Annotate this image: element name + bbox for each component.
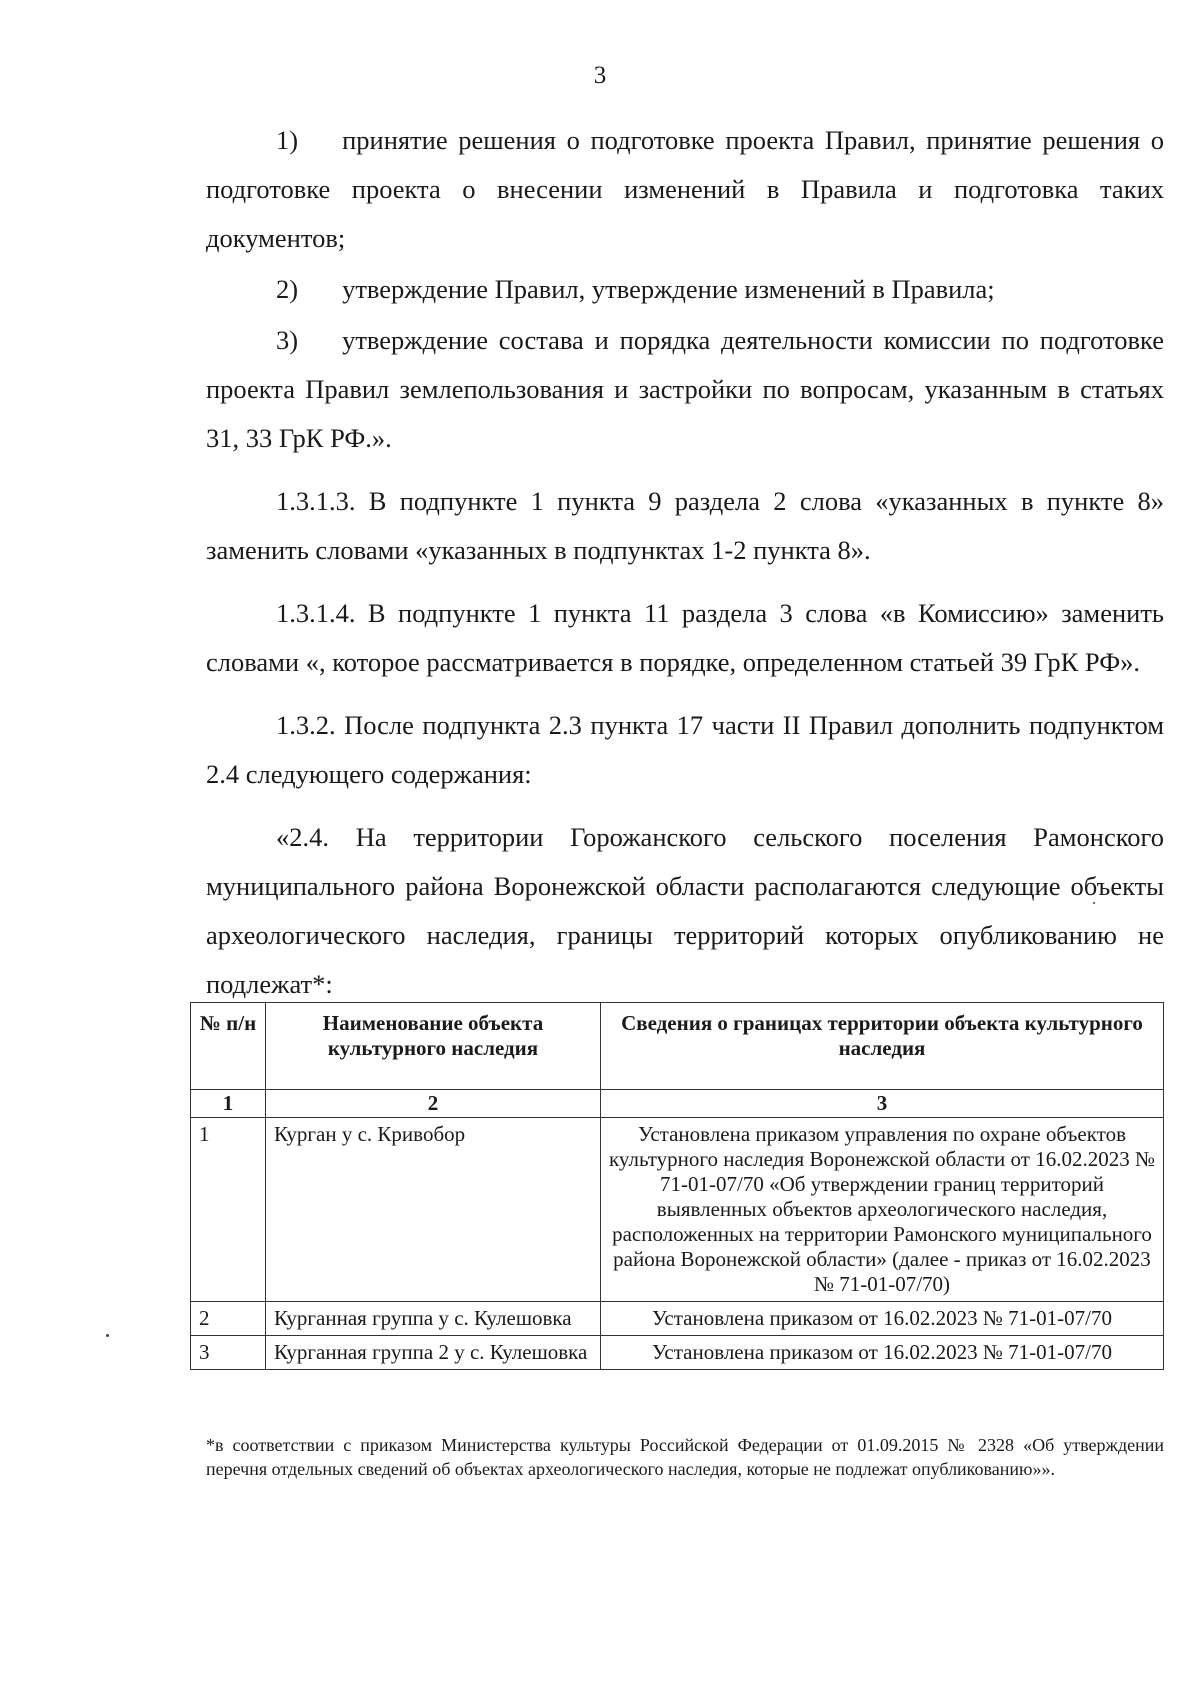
list-item-3	[206, 316, 1164, 463]
header-boundary-info: Сведения о границах территории объекта культурного наследия	[601, 1003, 1164, 1090]
paragraph-1313: 1.3.1.3. В подпункте 1 пункта 9 раздела 2 слова «указанных в пункте 8» заменить словами «указанных в подпунктах 1-2 пункта 8».	[206, 486, 1164, 565]
scan-speck	[1093, 902, 1095, 904]
table-cell: Установлена приказом управления по охране объектов культурного наследия Воронежской области от 16.02.2023 № 71-01-07/70 «Об утверждении границ территорий выявленных объектов археологического наследия, расположенных на территории Рамонского муниципального района Воронежской области» (далее - приказ от 16.02.2023 № 71-01-07/70)	[601, 1118, 1164, 1302]
table-cell: Курган у с. Кривобор	[266, 1118, 601, 1302]
scan-speck	[106, 1334, 109, 1337]
table-row	[191, 1118, 1164, 1302]
table-cell: Курганная группа 2 у с. Кулешовка	[266, 1336, 601, 1370]
table-cell: 2	[191, 1302, 266, 1336]
list-item-text: утверждение Правил, утверждение изменений в Правила;	[342, 274, 995, 304]
list-item-number: 2)	[276, 274, 299, 304]
list-item-number: 1)	[276, 125, 299, 155]
page-number: 3	[593, 62, 607, 89]
body-text	[206, 116, 1164, 1011]
table-cell: 3	[191, 1336, 266, 1370]
table-header-row	[191, 1003, 1164, 1090]
list-item-text: утверждение состава и порядка деятельности комиссии по подготовке проекта Правил землепользования и застройки по вопросам, указанным в статьях 31, 33 ГрК РФ.».	[206, 325, 1164, 453]
table-cell: Установлена приказом от 16.02.2023 № 71-01-07/70	[601, 1336, 1164, 1370]
list-item-2	[206, 265, 1164, 314]
list-item-1	[206, 116, 1164, 263]
table-row	[191, 1336, 1164, 1370]
table-cell: Установлена приказом от 16.02.2023 № 71-01-07/70	[601, 1302, 1164, 1336]
header-object-name: Наименование объекта культурного наследия	[266, 1003, 601, 1090]
table-row	[191, 1302, 1164, 1336]
heritage-objects-table	[190, 1002, 1164, 1370]
table-cell: 1	[191, 1118, 266, 1302]
paragraph-1314: 1.3.1.4. В подпункте 1 пункта 11 раздела 3 слова «в Комиссию» заменить словами «, которое рассматривается в порядке, определенном статьей 39 ГрК РФ».	[206, 598, 1164, 677]
header-number: № п/н	[191, 1003, 266, 1090]
table-index-row	[191, 1090, 1164, 1118]
footnote: *в соответствии с приказом Министерства культуры Российской Федерации от 01.09.2015 № 2328 «Об утверждении перечня отдельных сведений об объектах археологического наследия, которые не подлежат опубликованию»».	[206, 1435, 1164, 1479]
table-cell: 2	[266, 1090, 601, 1118]
list-item-text: принятие решения о подготовке проекта Правил, принятие решения о подготовке проекта о внесении изменений в Правила и подготовка таких документов;	[206, 125, 1164, 253]
paragraph-24: «2.4. На территории Горожанского сельского поселения Рамонского муниципального района Воронежской области располагаются следующие объекты археологического наследия, границы территорий которых опубликованию не подлежат*:	[206, 822, 1164, 999]
table-cell: Курганная группа у с. Кулешовка	[266, 1302, 601, 1336]
table-cell: 3	[601, 1090, 1164, 1118]
table-cell: 1	[191, 1090, 266, 1118]
paragraph-132: 1.3.2. После подпункта 2.3 пункта 17 части II Правил дополнить подпунктом 2.4 следующего содержания:	[206, 710, 1164, 789]
list-item-number: 3)	[276, 325, 299, 355]
